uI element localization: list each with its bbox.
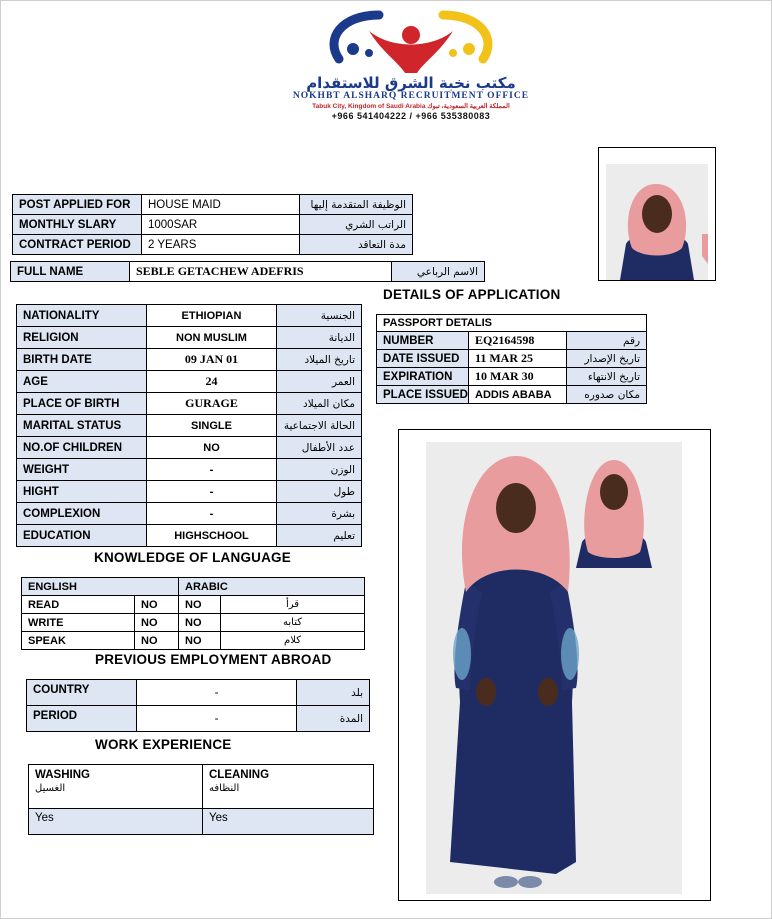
detail-label-arabic: الحالة الاجتماعية: [277, 415, 362, 437]
office-emblem-icon: [321, 9, 501, 77]
table-row: [17, 327, 362, 349]
table-row: [22, 614, 365, 632]
table-row: [22, 596, 365, 614]
passport-place-label-arabic: مكان صدوره: [567, 386, 647, 404]
cleaning-label: CLEANING: [209, 769, 270, 781]
office-logo: [246, 9, 576, 121]
detail-label-arabic: الوزن: [277, 459, 362, 481]
speak-label-arabic: كلام: [221, 632, 365, 650]
experience-heading: WORK EXPERIENCE: [95, 737, 232, 752]
passport-place-value: ADDIS ABABA: [469, 386, 567, 404]
passport-issued-label: DATE ISSUED: [377, 350, 469, 368]
cleaning-value: Yes: [203, 809, 374, 835]
table-row: [17, 459, 362, 481]
detail-label: WEIGHT: [17, 459, 147, 481]
cleaning-label-arabic: النظافه: [209, 783, 240, 794]
detail-label: NO.OF CHILDREN: [17, 437, 147, 459]
table-row: [17, 415, 362, 437]
detail-value: GURAGE: [147, 393, 277, 415]
detail-label: HIGHT: [17, 481, 147, 503]
washing-cell: [29, 765, 203, 809]
full-name-value: SEBLE GETACHEW ADEFRIS: [130, 262, 392, 282]
contract-label: CONTRACT PERIOD: [13, 235, 142, 255]
post-label-arabic: الوظيفة المتقدمة إليها: [300, 195, 413, 215]
full-body-photo-frame: [398, 429, 711, 901]
speak-arabic-value: NO: [179, 632, 221, 650]
detail-label-arabic: تاريخ الميلاد: [277, 349, 362, 371]
period-value: -: [137, 706, 297, 732]
office-name-arabic: مكتب نخبة الشرق للاستقدام: [306, 74, 516, 92]
passport-number-value: EQ2164598: [469, 332, 567, 350]
language-table: [21, 577, 365, 650]
table-row: [377, 315, 647, 332]
washing-label-arabic: الغسيل: [35, 783, 66, 794]
detail-label: EDUCATION: [17, 525, 147, 547]
speak-label: SPEAK: [22, 632, 135, 650]
read-label-arabic: قرأ: [221, 596, 365, 614]
detail-value: -: [147, 459, 277, 481]
passport-expiration-label-arabic: تاريخ الانتهاء: [567, 368, 647, 386]
details-table: [16, 304, 362, 547]
table-row: [29, 809, 374, 835]
post-table: [12, 194, 413, 255]
salary-label: MONTHLY SLARY: [13, 215, 142, 235]
detail-label: NATIONALITY: [17, 305, 147, 327]
arabic-header: ARABIC: [179, 578, 365, 596]
passport-place-label: PLACE ISSUED: [377, 386, 469, 404]
table-row: [17, 371, 362, 393]
table-row: [17, 481, 362, 503]
detail-value: NO: [147, 437, 277, 459]
write-label-arabic: كتابه: [221, 614, 365, 632]
passport-number-label-arabic: رقم: [567, 332, 647, 350]
full-name-label: FULL NAME: [11, 262, 130, 282]
detail-label-arabic: بشرة: [277, 503, 362, 525]
passport-number-label: NUMBER: [377, 332, 469, 350]
detail-label-arabic: مكان الميلاد: [277, 393, 362, 415]
table-row: [377, 368, 647, 386]
table-row: [22, 632, 365, 650]
table-row: [13, 215, 413, 235]
passport-expiration-value: 10 MAR 30: [469, 368, 567, 386]
details-heading: DETAILS OF APPLICATION: [383, 287, 561, 302]
post-value: HOUSE MAID: [142, 195, 300, 215]
read-english-value: NO: [135, 596, 179, 614]
table-row: [11, 262, 485, 282]
period-label: PERIOD: [27, 706, 137, 732]
country-label: COUNTRY: [27, 680, 137, 706]
office-location: Tabuk City, Kingdom of Saudi Arabia المملكة العربية السعودية، تبوك: [312, 103, 510, 110]
salary-label-arabic: الراتب الشري: [300, 215, 413, 235]
table-row: [17, 437, 362, 459]
employment-heading: PREVIOUS EMPLOYMENT ABROAD: [95, 652, 332, 667]
detail-label-arabic: الجنسية: [277, 305, 362, 327]
table-row: [17, 503, 362, 525]
table-row: [27, 680, 370, 706]
detail-label-arabic: تعليم: [277, 525, 362, 547]
detail-value: -: [147, 503, 277, 525]
table-row: [27, 706, 370, 732]
table-row: [29, 765, 374, 809]
detail-label-arabic: عدد الأطفال: [277, 437, 362, 459]
read-label: READ: [22, 596, 135, 614]
detail-value: NON MUSLIM: [147, 327, 277, 349]
washing-value: Yes: [29, 809, 203, 835]
detail-value: ETHIOPIAN: [147, 305, 277, 327]
full-body-photo: [426, 442, 682, 894]
detail-label: RELIGION: [17, 327, 147, 349]
detail-value: 24: [147, 371, 277, 393]
detail-label: PLACE OF BIRTH: [17, 393, 147, 415]
cleaning-cell: [203, 765, 374, 809]
detail-label: COMPLEXION: [17, 503, 147, 525]
portrait-photo-frame: [598, 147, 716, 281]
detail-value: 09 JAN 01: [147, 349, 277, 371]
detail-label-arabic: الديانة: [277, 327, 362, 349]
full-name-label-arabic: الاسم الرباعي: [392, 262, 485, 282]
table-row: [377, 386, 647, 404]
country-label-arabic: بلد: [297, 680, 370, 706]
passport-expiration-label: EXPIRATION: [377, 368, 469, 386]
passport-table: [376, 314, 647, 404]
passport-issued-value: 11 MAR 25: [469, 350, 567, 368]
table-row: [17, 349, 362, 371]
detail-value: -: [147, 481, 277, 503]
table-row: [17, 525, 362, 547]
table-row: [22, 578, 365, 596]
passport-issued-label-arabic: تاريخ الإصدار: [567, 350, 647, 368]
language-heading: KNOWLEDGE OF LANGUAGE: [94, 550, 291, 565]
detail-value: HIGHSCHOOL: [147, 525, 277, 547]
contract-value: 2 YEARS: [142, 235, 300, 255]
english-header: ENGLISH: [22, 578, 179, 596]
passport-title: PASSPORT DETALIS: [377, 315, 647, 332]
detail-label: MARITAL STATUS: [17, 415, 147, 437]
office-name-english: NOKHBT ALSHARQ RECRUITMENT OFFICE: [292, 91, 530, 101]
table-row: [377, 332, 647, 350]
table-row: [377, 350, 647, 368]
employment-table: [26, 679, 370, 732]
office-phones: +966 541404222 / +966 535380083: [331, 111, 491, 121]
washing-label: WASHING: [35, 769, 90, 781]
experience-table: [28, 764, 374, 835]
detail-label-arabic: العمر: [277, 371, 362, 393]
read-arabic-value: NO: [179, 596, 221, 614]
post-label: POST APPLIED FOR: [13, 195, 142, 215]
detail-label-arabic: طول: [277, 481, 362, 503]
write-english-value: NO: [135, 614, 179, 632]
contract-label-arabic: مدة التعاقد: [300, 235, 413, 255]
detail-value: SINGLE: [147, 415, 277, 437]
speak-english-value: NO: [135, 632, 179, 650]
portrait-photo: [606, 164, 708, 280]
salary-value: 1000SAR: [142, 215, 300, 235]
table-row: [13, 195, 413, 215]
country-value: -: [137, 680, 297, 706]
table-row: [17, 393, 362, 415]
period-label-arabic: المدة: [297, 706, 370, 732]
detail-label: AGE: [17, 371, 147, 393]
full-name-table: [10, 261, 485, 282]
table-row: [17, 305, 362, 327]
table-row: [13, 235, 413, 255]
write-arabic-value: NO: [179, 614, 221, 632]
detail-label: BIRTH DATE: [17, 349, 147, 371]
write-label: WRITE: [22, 614, 135, 632]
